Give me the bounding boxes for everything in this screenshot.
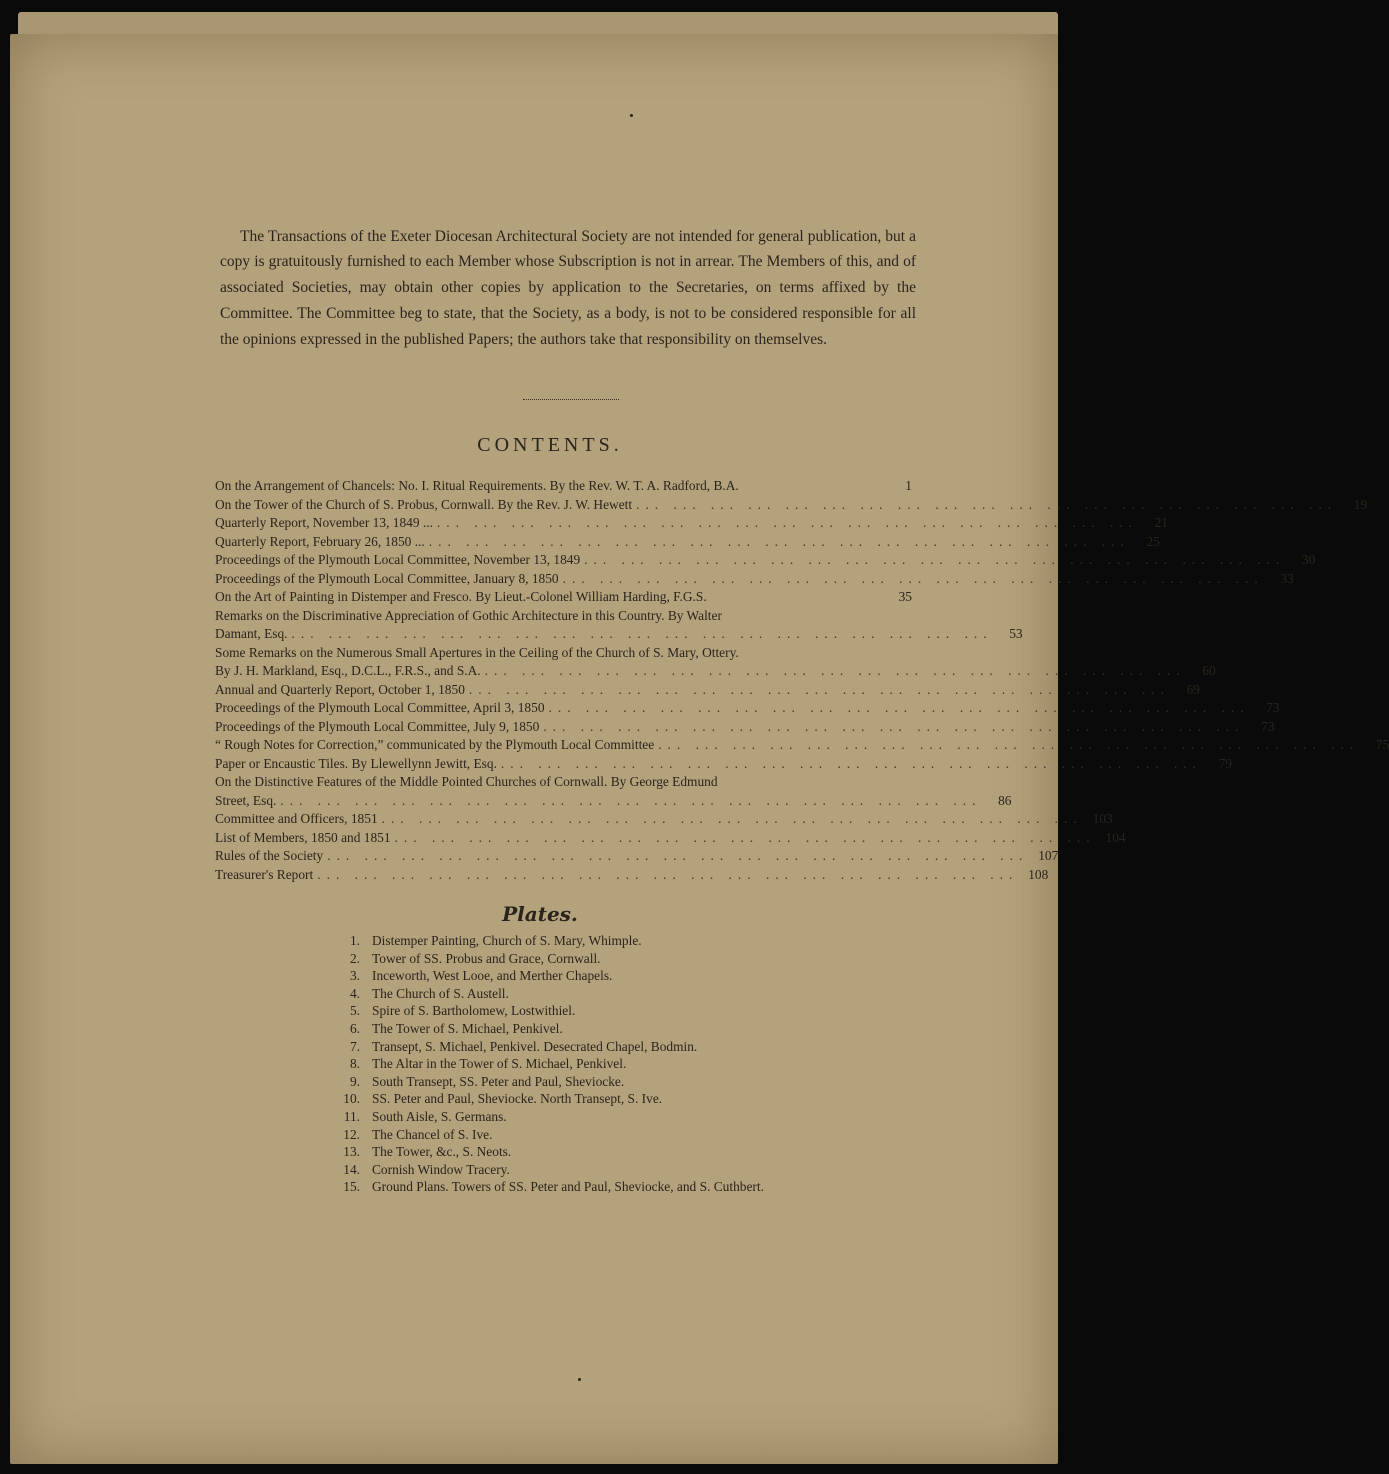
plate-entry	[330, 1179, 890, 1197]
toc-leader-dots: ... ... ... ... ... ... ... ... ... ... ... ... ... ... ... ... ... ... ...	[381, 811, 1083, 826]
toc-entry-title: On the Art of Painting in Distemper and Fresco. By Lieut.-Colonel William Harding, F.G.S.	[215, 589, 707, 604]
toc-entry	[215, 811, 1113, 830]
toc-leader-dots: ... ... ... ... ... ... ... ... ... ... ... ... ... ... ... ... ... ... ...	[584, 552, 1286, 567]
plate-number: 6.	[349, 1020, 360, 1036]
toc-entry	[215, 496, 1368, 516]
toc-entry	[215, 774, 912, 793]
toc-entry	[215, 866, 1049, 886]
plate-title: Cornish Window Tracery.	[372, 1161, 510, 1177]
toc-entry	[215, 755, 1232, 775]
plate-title: SS. Peter and Paul, Sheviocke. North Transept, S. Ive.	[372, 1091, 663, 1107]
toc-entry-page: 35	[898, 589, 912, 604]
toc-entry-page: 25	[1146, 533, 1160, 549]
toc-entry-title: Rules of the Society	[215, 848, 324, 863]
plate-entry	[330, 1127, 890, 1145]
contents-heading: CONTENTS.	[477, 434, 623, 456]
plate-number: 7.	[349, 1038, 360, 1054]
toc-entry-title: Remarks on the Discriminative Appreciation of Gothic Architecture in this Country. By Walter	[215, 607, 722, 623]
ink-speck	[578, 1378, 581, 1381]
toc-entry	[215, 645, 912, 664]
toc-entry-title: On the Distinctive Features of the Middle Pointed Churches of Cornwall. By George Edmund	[215, 774, 718, 789]
toc-entry	[215, 700, 1280, 719]
plate-title: South Transept, SS. Peter and Paul, Sheviocke.	[372, 1073, 625, 1089]
toc-entry-title: Street, Esq.	[215, 792, 277, 808]
plate-number: 2.	[349, 950, 360, 966]
plate-number: 13.	[343, 1144, 360, 1160]
toc-entry-page: 86	[998, 792, 1012, 808]
table-of-contents	[215, 478, 1389, 885]
plate-entry	[330, 1074, 890, 1092]
ink-speck	[630, 114, 633, 117]
toc-entry-page: 1	[905, 478, 912, 493]
toc-entry-title: Proceedings of the Plymouth Local Committee, April 3, 1850	[215, 700, 545, 715]
toc-entry-title: Proceedings of the Plymouth Local Committee, November 13, 1849	[215, 552, 581, 567]
plate-title: Ground Plans. Towers of SS. Peter and Paul, Sheviocke, and S. Cuthbert.	[372, 1179, 764, 1195]
toc-leader-dots: ... ... ... ... ... ... ... ... ... ... ... ... ... ... ... ... ... ... ...	[484, 663, 1186, 678]
toc-entry	[215, 608, 912, 627]
plate-title: Distemper Painting, Church of S. Mary, Whimple.	[372, 933, 642, 948]
toc-entry	[215, 737, 1389, 756]
plate-title: Transept, S. Michael, Penkivel. Desecrated Chapel, Bodmin.	[372, 1038, 698, 1054]
toc-entry	[215, 681, 1200, 701]
toc-entry	[215, 792, 1012, 812]
toc-entry-title: Proceedings of the Plymouth Local Committee, July 9, 1850	[215, 718, 540, 734]
toc-entry	[215, 533, 1160, 553]
toc-entry	[215, 589, 912, 608]
toc-entry	[215, 829, 1126, 849]
toc-entry-title: Committee and Officers, 1851	[215, 811, 378, 826]
toc-entry-title: List of Members, 1850 and 1851	[215, 829, 391, 845]
toc-entry-title: Paper or Encaustic Tiles. By Llewellynn Jewitt, Esq.	[215, 755, 497, 771]
plate-number: 10.	[343, 1091, 360, 1107]
toc-entry	[215, 663, 1216, 682]
toc-leader-dots: ... ... ... ... ... ... ... ... ... ... ... ... ... ... ... ... ... ... ...	[658, 737, 1360, 752]
plates-list	[330, 933, 890, 1197]
toc-entry-page: 21	[1154, 515, 1168, 530]
toc-entry	[215, 515, 1168, 534]
plate-number: 15.	[343, 1179, 360, 1195]
toc-entry-title: On the Tower of the Church of S. Probus, Cornwall. By the Rev. J. W. Hewett	[215, 496, 633, 512]
plate-title: South Aisle, S. Germans.	[372, 1108, 507, 1124]
toc-entry-title: On the Arrangement of Chancels: No. I. Ritual Requirements. By the Rev. W. T. A. Radford, B.A.	[215, 478, 739, 493]
toc-entry-page: 108	[1028, 866, 1049, 882]
toc-leader-dots: ... ... ... ... ... ... ... ... ... ... ... ... ... ... ... ... ... ... ...	[500, 755, 1202, 771]
plate-number: 4.	[349, 985, 360, 1001]
toc-entry-page: 73	[1261, 718, 1275, 734]
toc-entry	[215, 626, 1023, 645]
plate-title: Inceworth, West Looe, and Merther Chapels.	[372, 968, 613, 984]
toc-leader-dots: ... ... ... ... ... ... ... ... ... ... ... ... ... ... ... ... ... ... ...	[317, 866, 1019, 882]
plate-entry	[330, 1109, 890, 1127]
plate-number: 1.	[349, 933, 360, 948]
plate-title: The Tower of S. Michael, Penkivel.	[372, 1020, 563, 1036]
toc-entry-title: Annual and Quarterly Report, October 1, 1850	[215, 681, 465, 697]
plate-title: The Tower, &c., S. Neots.	[372, 1144, 512, 1160]
plate-entry	[330, 1162, 890, 1180]
section-divider	[523, 399, 619, 400]
toc-entry-page: 69	[1186, 681, 1200, 697]
plates-heading: Plates.	[502, 902, 578, 926]
toc-leader-dots: ... ... ... ... ... ... ... ... ... ... ... ... ... ... ... ... ... ... ...	[543, 718, 1245, 734]
toc-entry-title: Treasurer's Report	[215, 866, 314, 882]
toc-entry-page: 60	[1202, 663, 1216, 678]
plate-entry	[330, 968, 890, 986]
toc-entry	[215, 552, 1316, 571]
plate-title: The Church of S. Austell.	[372, 985, 509, 1001]
plate-title: Spire of S. Bartholomew, Lostwithiel.	[372, 1003, 576, 1019]
toc-entry-title: By J. H. Markland, Esq., D.C.L., F.R.S., and S.A.	[215, 663, 481, 678]
plate-entry	[330, 1003, 890, 1021]
toc-entry-title: “ Rough Notes for Correction,” communicated by the Plymouth Local Committee	[215, 737, 655, 752]
toc-entry	[215, 478, 912, 497]
toc-entry-page: 30	[1301, 552, 1316, 567]
toc-entry-page: 75	[1375, 737, 1389, 752]
toc-entry-page: 107	[1038, 848, 1059, 863]
plate-entry	[330, 951, 890, 969]
toc-entry-page: 73	[1266, 700, 1280, 715]
plate-entry	[330, 1039, 890, 1057]
toc-leader-dots: ... ... ... ... ... ... ... ... ... ... ... ... ... ... ... ... ... ... ...	[468, 681, 1170, 697]
toc-leader-dots: ... ... ... ... ... ... ... ... ... ... ... ... ... ... ... ... ... ... ...	[562, 570, 1264, 586]
toc-entry-title: Some Remarks on the Numerous Small Apertures in the Ceiling of the Church of S. Mary, Ottery.	[215, 644, 739, 660]
toc-leader-dots: ... ... ... ... ... ... ... ... ... ... ... ... ... ... ... ... ... ... ...	[327, 848, 1029, 863]
plate-entry	[330, 1144, 890, 1162]
plate-title: The Altar in the Tower of S. Michael, Penkivel.	[372, 1056, 627, 1072]
plate-entry	[330, 1056, 890, 1074]
toc-leader-dots: ... ... ... ... ... ... ... ... ... ... ... ... ... ... ... ... ... ... ...	[636, 496, 1338, 512]
toc-entry-title: Quarterly Report, February 26, 1850 ...	[215, 533, 425, 549]
toc-entry	[215, 848, 1059, 867]
publication-notice: The Transactions of the Exeter Diocesan Architectural Society are not intended for general publication, but a copy is gratuitously furnished to each Member whose Subscription is not in arrear. The Members of this, and of associated Societies, may obtain other copies by application to the Secretaries, on terms affixed by the Committee. The Committee beg to state, that the Society, as a body, is not to be considered responsible for all the opinions expressed in the published Papers; the authors take that responsibility on themselves.	[220, 227, 916, 348]
toc-entry-page: 33	[1280, 570, 1294, 586]
toc-leader-dots: ... ... ... ... ... ... ... ... ... ... ... ... ... ... ... ... ... ... ...	[428, 533, 1130, 549]
plate-entry	[330, 986, 890, 1004]
plate-number: 12.	[343, 1126, 360, 1142]
plate-number: 3.	[349, 968, 360, 984]
plate-entry	[330, 933, 890, 951]
toc-leader-dots: ... ... ... ... ... ... ... ... ... ... ... ... ... ... ... ... ... ... ...	[394, 829, 1096, 845]
plate-entry	[330, 1091, 890, 1109]
toc-leader-dots: ... ... ... ... ... ... ... ... ... ... ... ... ... ... ... ... ... ... ...	[548, 700, 1250, 715]
plate-number: 11.	[343, 1108, 360, 1124]
toc-entry-page: 19	[1353, 496, 1368, 512]
plate-number: 8.	[349, 1056, 360, 1072]
toc-entry-page: 104	[1105, 829, 1126, 845]
toc-entry	[215, 718, 1275, 738]
toc-entry-title: Quarterly Report, November 13, 1849 ...	[215, 515, 433, 530]
plate-number: 5.	[349, 1003, 360, 1019]
toc-entry	[215, 570, 1294, 590]
toc-entry-page: 53	[1009, 626, 1023, 641]
toc-leader-dots: ... ... ... ... ... ... ... ... ... ... ... ... ... ... ... ... ... ... ...	[436, 515, 1138, 530]
toc-entry-title: Proceedings of the Plymouth Local Committee, January 8, 1850	[215, 570, 559, 586]
toc-entry-title: Damant, Esq.	[215, 626, 288, 641]
toc-entry-page: 103	[1092, 811, 1113, 826]
toc-entry-page: 79	[1218, 755, 1232, 771]
toc-leader-dots: ... ... ... ... ... ... ... ... ... ... ... ... ... ... ... ... ... ... ...	[291, 626, 993, 641]
plate-number: 14.	[343, 1161, 360, 1177]
toc-leader-dots: ... ... ... ... ... ... ... ... ... ... ... ... ... ... ... ... ... ... ...	[280, 792, 982, 808]
plate-title: Tower of SS. Probus and Grace, Cornwall.	[372, 950, 601, 966]
plate-title: The Chancel of S. Ive.	[372, 1126, 493, 1142]
plate-number: 9.	[349, 1073, 360, 1089]
plate-entry	[330, 1021, 890, 1039]
